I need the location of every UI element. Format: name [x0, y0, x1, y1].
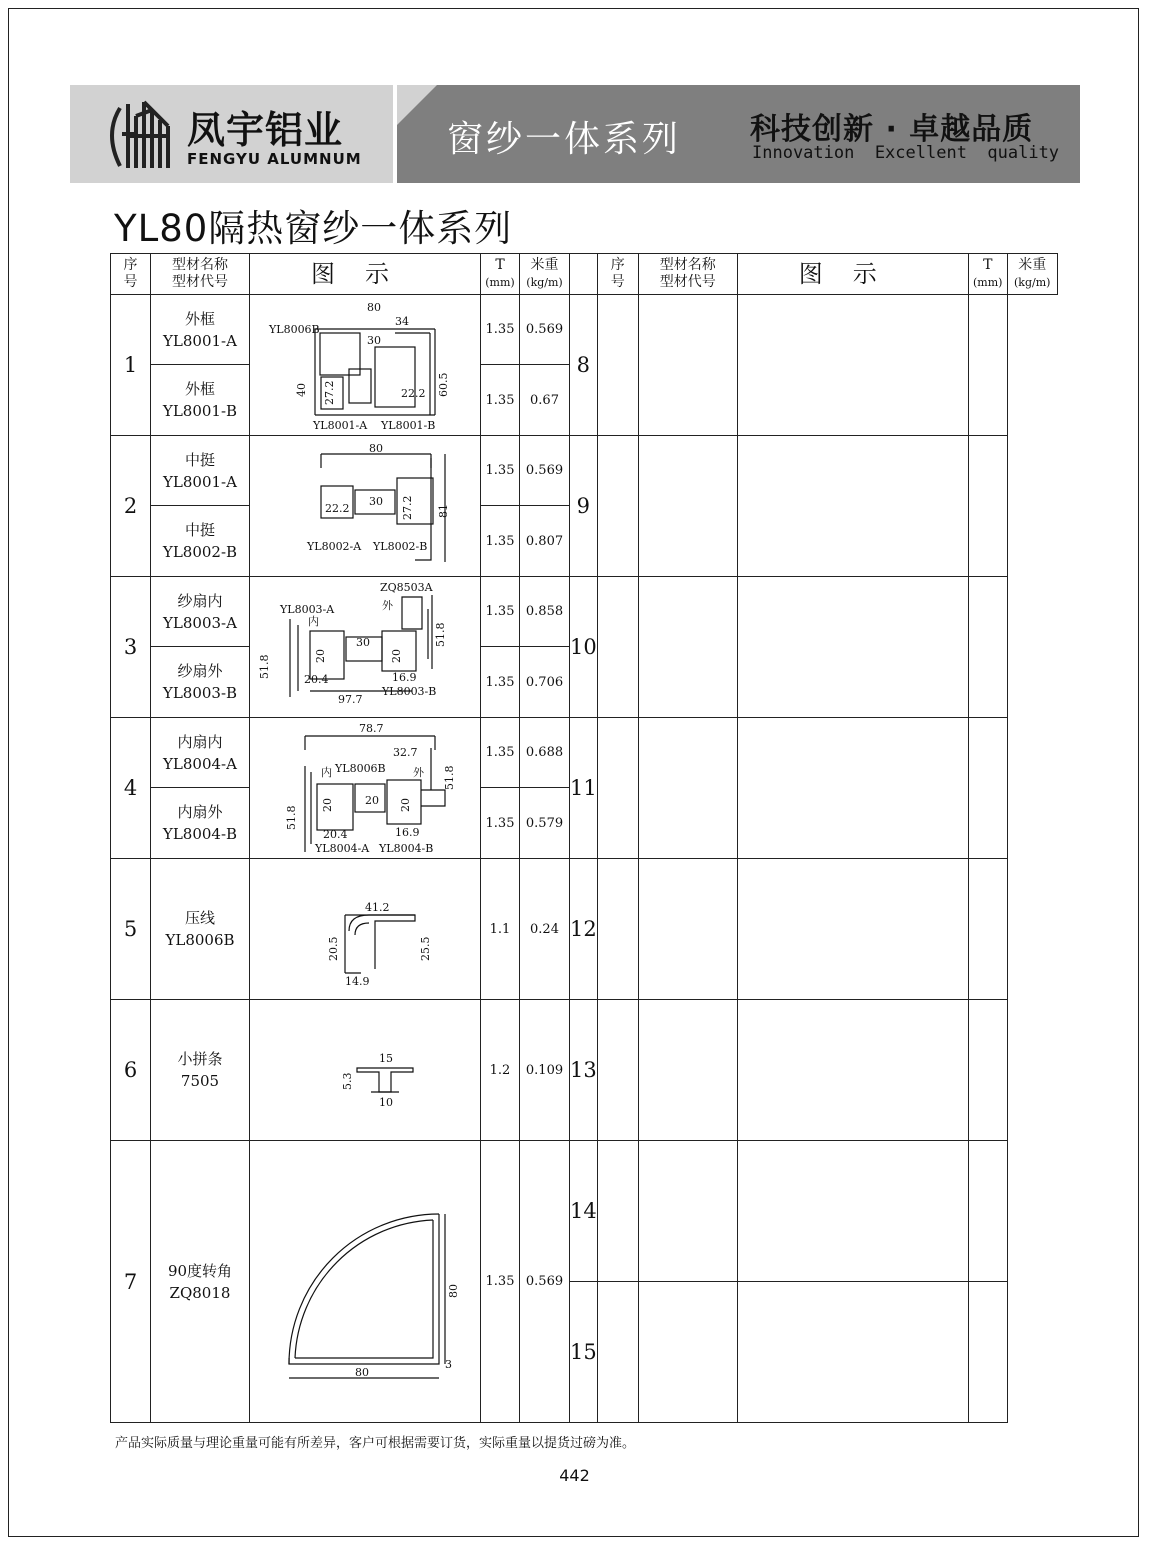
table-row — [111, 1141, 1058, 1282]
svg-text:YL8001-A: YL8001-A — [313, 419, 368, 432]
svg-text:YL8001-B: YL8001-B — [381, 419, 436, 432]
svg-text:YL8003-B: YL8003-B — [382, 685, 437, 698]
table-row — [111, 859, 1058, 1000]
row-seq-right: 12 — [570, 859, 598, 1000]
page-title: YL80隔热窗纱一体系列 — [114, 207, 513, 250]
profile-figure — [250, 295, 481, 436]
slogan-en: Innovation Excellent quality — [752, 143, 1060, 163]
svg-text:80: 80 — [369, 442, 383, 455]
profile-figure — [250, 1141, 481, 1423]
profile-name: 外框 YL8001-A — [151, 295, 250, 365]
svg-text:3: 3 — [445, 1357, 452, 1371]
profile-drawing — [265, 869, 465, 989]
row-seq: 1 — [111, 295, 151, 436]
row-seq-right: 9 — [570, 436, 598, 577]
svg-text:51.8: 51.8 — [258, 654, 271, 679]
profile-drawing — [265, 1010, 465, 1130]
profile-name: 中挺 YL8001-A — [151, 436, 250, 506]
svg-text:30: 30 — [356, 636, 370, 649]
column-gap — [570, 254, 598, 295]
svg-text:20: 20 — [321, 798, 334, 812]
profile-name: 纱扇外 YL8003-B — [151, 647, 250, 718]
svg-text:80: 80 — [355, 1365, 369, 1379]
weight-value: 0.569 — [520, 436, 570, 506]
series-title: 窗纱一体系列 — [447, 119, 682, 160]
svg-text:80: 80 — [367, 301, 381, 314]
row-seq: 3 — [111, 577, 151, 718]
profile-name: 纱扇内 YL8003-A — [151, 577, 250, 647]
brand-name-cn: 凤宇铝业 — [187, 108, 344, 152]
header-name: 型材名称 型材代号 — [151, 254, 250, 295]
svg-text:20.5: 20.5 — [327, 936, 340, 961]
row-seq-right: 15 — [570, 1282, 598, 1423]
thickness-value: 1.35 — [481, 718, 520, 788]
svg-text:27.2: 27.2 — [401, 495, 414, 520]
profile-name: 小拼条 7505 — [151, 1000, 250, 1141]
weight-value: 0.579 — [520, 788, 570, 859]
brand-name-en: FENGYU ALUMNUM — [187, 150, 362, 168]
profile-drawing — [252, 579, 478, 715]
profile-name: 90度转角 ZQ8018 — [151, 1141, 250, 1423]
row-seq-right: 11 — [570, 718, 598, 859]
table-row — [111, 436, 1058, 506]
svg-text:30: 30 — [369, 495, 383, 508]
header-slash-decoration — [397, 85, 437, 125]
slogan-cn: 科技创新 · 卓越品质 — [750, 112, 1034, 147]
profile-figure — [250, 859, 481, 1000]
svg-text:外: 外 — [382, 599, 393, 612]
row-seq-right: 14 — [570, 1141, 598, 1282]
svg-text:41.2: 41.2 — [365, 901, 390, 914]
row-seq: 2 — [111, 436, 151, 577]
thickness-value: 1.35 — [481, 436, 520, 506]
svg-text:YL8004-A: YL8004-A — [315, 842, 370, 855]
svg-text:YL8006B: YL8006B — [335, 762, 386, 775]
svg-text:YL8003-A: YL8003-A — [280, 603, 335, 616]
weight-value: 0.569 — [520, 1141, 570, 1423]
row-seq: 5 — [111, 859, 151, 1000]
profile-name: 外框 YL8001-B — [151, 365, 250, 436]
weight-value: 0.688 — [520, 718, 570, 788]
svg-text:20: 20 — [399, 798, 412, 812]
svg-text:20: 20 — [390, 649, 403, 663]
svg-text:14.9: 14.9 — [345, 975, 370, 988]
svg-text:16.9: 16.9 — [392, 671, 417, 684]
row-seq: 7 — [111, 1141, 151, 1423]
svg-text:97.7: 97.7 — [338, 693, 363, 706]
svg-text:20: 20 — [314, 649, 327, 663]
thickness-value: 1.35 — [481, 295, 520, 365]
svg-text:内: 内 — [321, 766, 332, 779]
weight-value: 0.807 — [520, 506, 570, 577]
weight-value: 0.569 — [520, 295, 570, 365]
profile-figure — [250, 436, 481, 577]
thickness-value: 1.35 — [481, 506, 520, 577]
svg-text:80: 80 — [447, 1283, 460, 1298]
profile-name: 内扇内 YL8004-A — [151, 718, 250, 788]
svg-text:51.8: 51.8 — [434, 622, 447, 647]
profile-drawing — [255, 438, 475, 574]
table-row — [111, 577, 1058, 647]
header-thickness: T (mm) — [481, 254, 520, 295]
svg-text:YL8004-B: YL8004-B — [379, 842, 434, 855]
svg-text:60.5: 60.5 — [437, 372, 450, 397]
svg-text:YL8006B: YL8006B — [269, 323, 320, 336]
svg-text:22.2: 22.2 — [401, 387, 426, 400]
svg-text:内: 内 — [308, 615, 319, 628]
svg-text:16.9: 16.9 — [395, 826, 420, 839]
weight-value: 0.67 — [520, 365, 570, 436]
brand-logo-icon — [98, 96, 178, 172]
header-seq: 序 号 — [111, 254, 151, 295]
profile-name: 压线 YL8006B — [151, 859, 250, 1000]
profile-figure — [250, 577, 481, 718]
header-weight: 米重 (kg/m) — [520, 254, 570, 295]
table-header-row — [111, 254, 1058, 295]
thickness-value: 1.35 — [481, 647, 520, 718]
profile-drawing — [255, 1172, 475, 1392]
profile-figure — [250, 1000, 481, 1141]
svg-text:51.8: 51.8 — [443, 765, 456, 790]
header-seq-right: 序 号 — [597, 254, 638, 295]
header-weight-right: 米重 (kg/m) — [1007, 254, 1057, 295]
thickness-value: 1.35 — [481, 577, 520, 647]
table-row — [111, 1000, 1058, 1141]
row-seq: 6 — [111, 1000, 151, 1141]
svg-text:YL8002-B: YL8002-B — [373, 540, 428, 553]
row-seq-right: 10 — [570, 577, 598, 718]
thickness-value: 1.1 — [481, 859, 520, 1000]
svg-text:10: 10 — [379, 1096, 393, 1109]
profile-drawing — [255, 720, 475, 856]
svg-text:30: 30 — [367, 334, 381, 347]
thickness-value: 1.35 — [481, 365, 520, 436]
thickness-value: 1.35 — [481, 788, 520, 859]
header-figure-right: 图示 — [737, 254, 968, 295]
weight-value: 0.706 — [520, 647, 570, 718]
svg-text:YL8002-A: YL8002-A — [307, 540, 362, 553]
footnote: 产品实际质量与理论重量可能有所差异，客户可根据需要订货，实际重量以提货过磅为准。 — [115, 1436, 636, 1451]
svg-text:40: 40 — [295, 383, 308, 397]
svg-text:20: 20 — [365, 794, 379, 807]
svg-text:25.5: 25.5 — [419, 936, 432, 961]
thickness-value: 1.35 — [481, 1141, 520, 1423]
profile-name: 中挺 YL8002-B — [151, 506, 250, 577]
row-seq: 4 — [111, 718, 151, 859]
row-seq-right: 13 — [570, 1000, 598, 1141]
weight-value: 0.109 — [520, 1000, 570, 1141]
svg-text:27.2: 27.2 — [323, 380, 336, 405]
svg-text:34: 34 — [395, 315, 409, 328]
svg-text:32.7: 32.7 — [393, 746, 418, 759]
table-row — [111, 718, 1058, 788]
svg-text:15: 15 — [379, 1052, 393, 1065]
svg-text:51.8: 51.8 — [285, 805, 298, 830]
svg-text:78.7: 78.7 — [359, 722, 384, 735]
profile-drawing — [255, 297, 475, 433]
weight-value: 0.858 — [520, 577, 570, 647]
svg-text:ZQ8503A: ZQ8503A — [380, 581, 433, 594]
profile-figure — [250, 718, 481, 859]
svg-text:22.2: 22.2 — [325, 502, 350, 515]
table-row — [111, 295, 1058, 365]
header-name-right: 型材名称 型材代号 — [638, 254, 737, 295]
header-thickness-right: T (mm) — [968, 254, 1007, 295]
svg-text:20.4: 20.4 — [323, 828, 348, 841]
weight-value: 0.24 — [520, 859, 570, 1000]
svg-text:20.4: 20.4 — [304, 673, 329, 686]
svg-text:81: 81 — [437, 504, 450, 518]
page-number: 442 — [559, 1466, 590, 1485]
svg-text:外: 外 — [413, 766, 424, 779]
profile-spec-table — [110, 253, 1058, 1423]
thickness-value: 1.2 — [481, 1000, 520, 1141]
profile-name: 内扇外 YL8004-B — [151, 788, 250, 859]
svg-text:5.3: 5.3 — [341, 1072, 354, 1090]
row-seq-right: 8 — [570, 295, 598, 436]
header-figure: 图示 — [250, 254, 481, 295]
